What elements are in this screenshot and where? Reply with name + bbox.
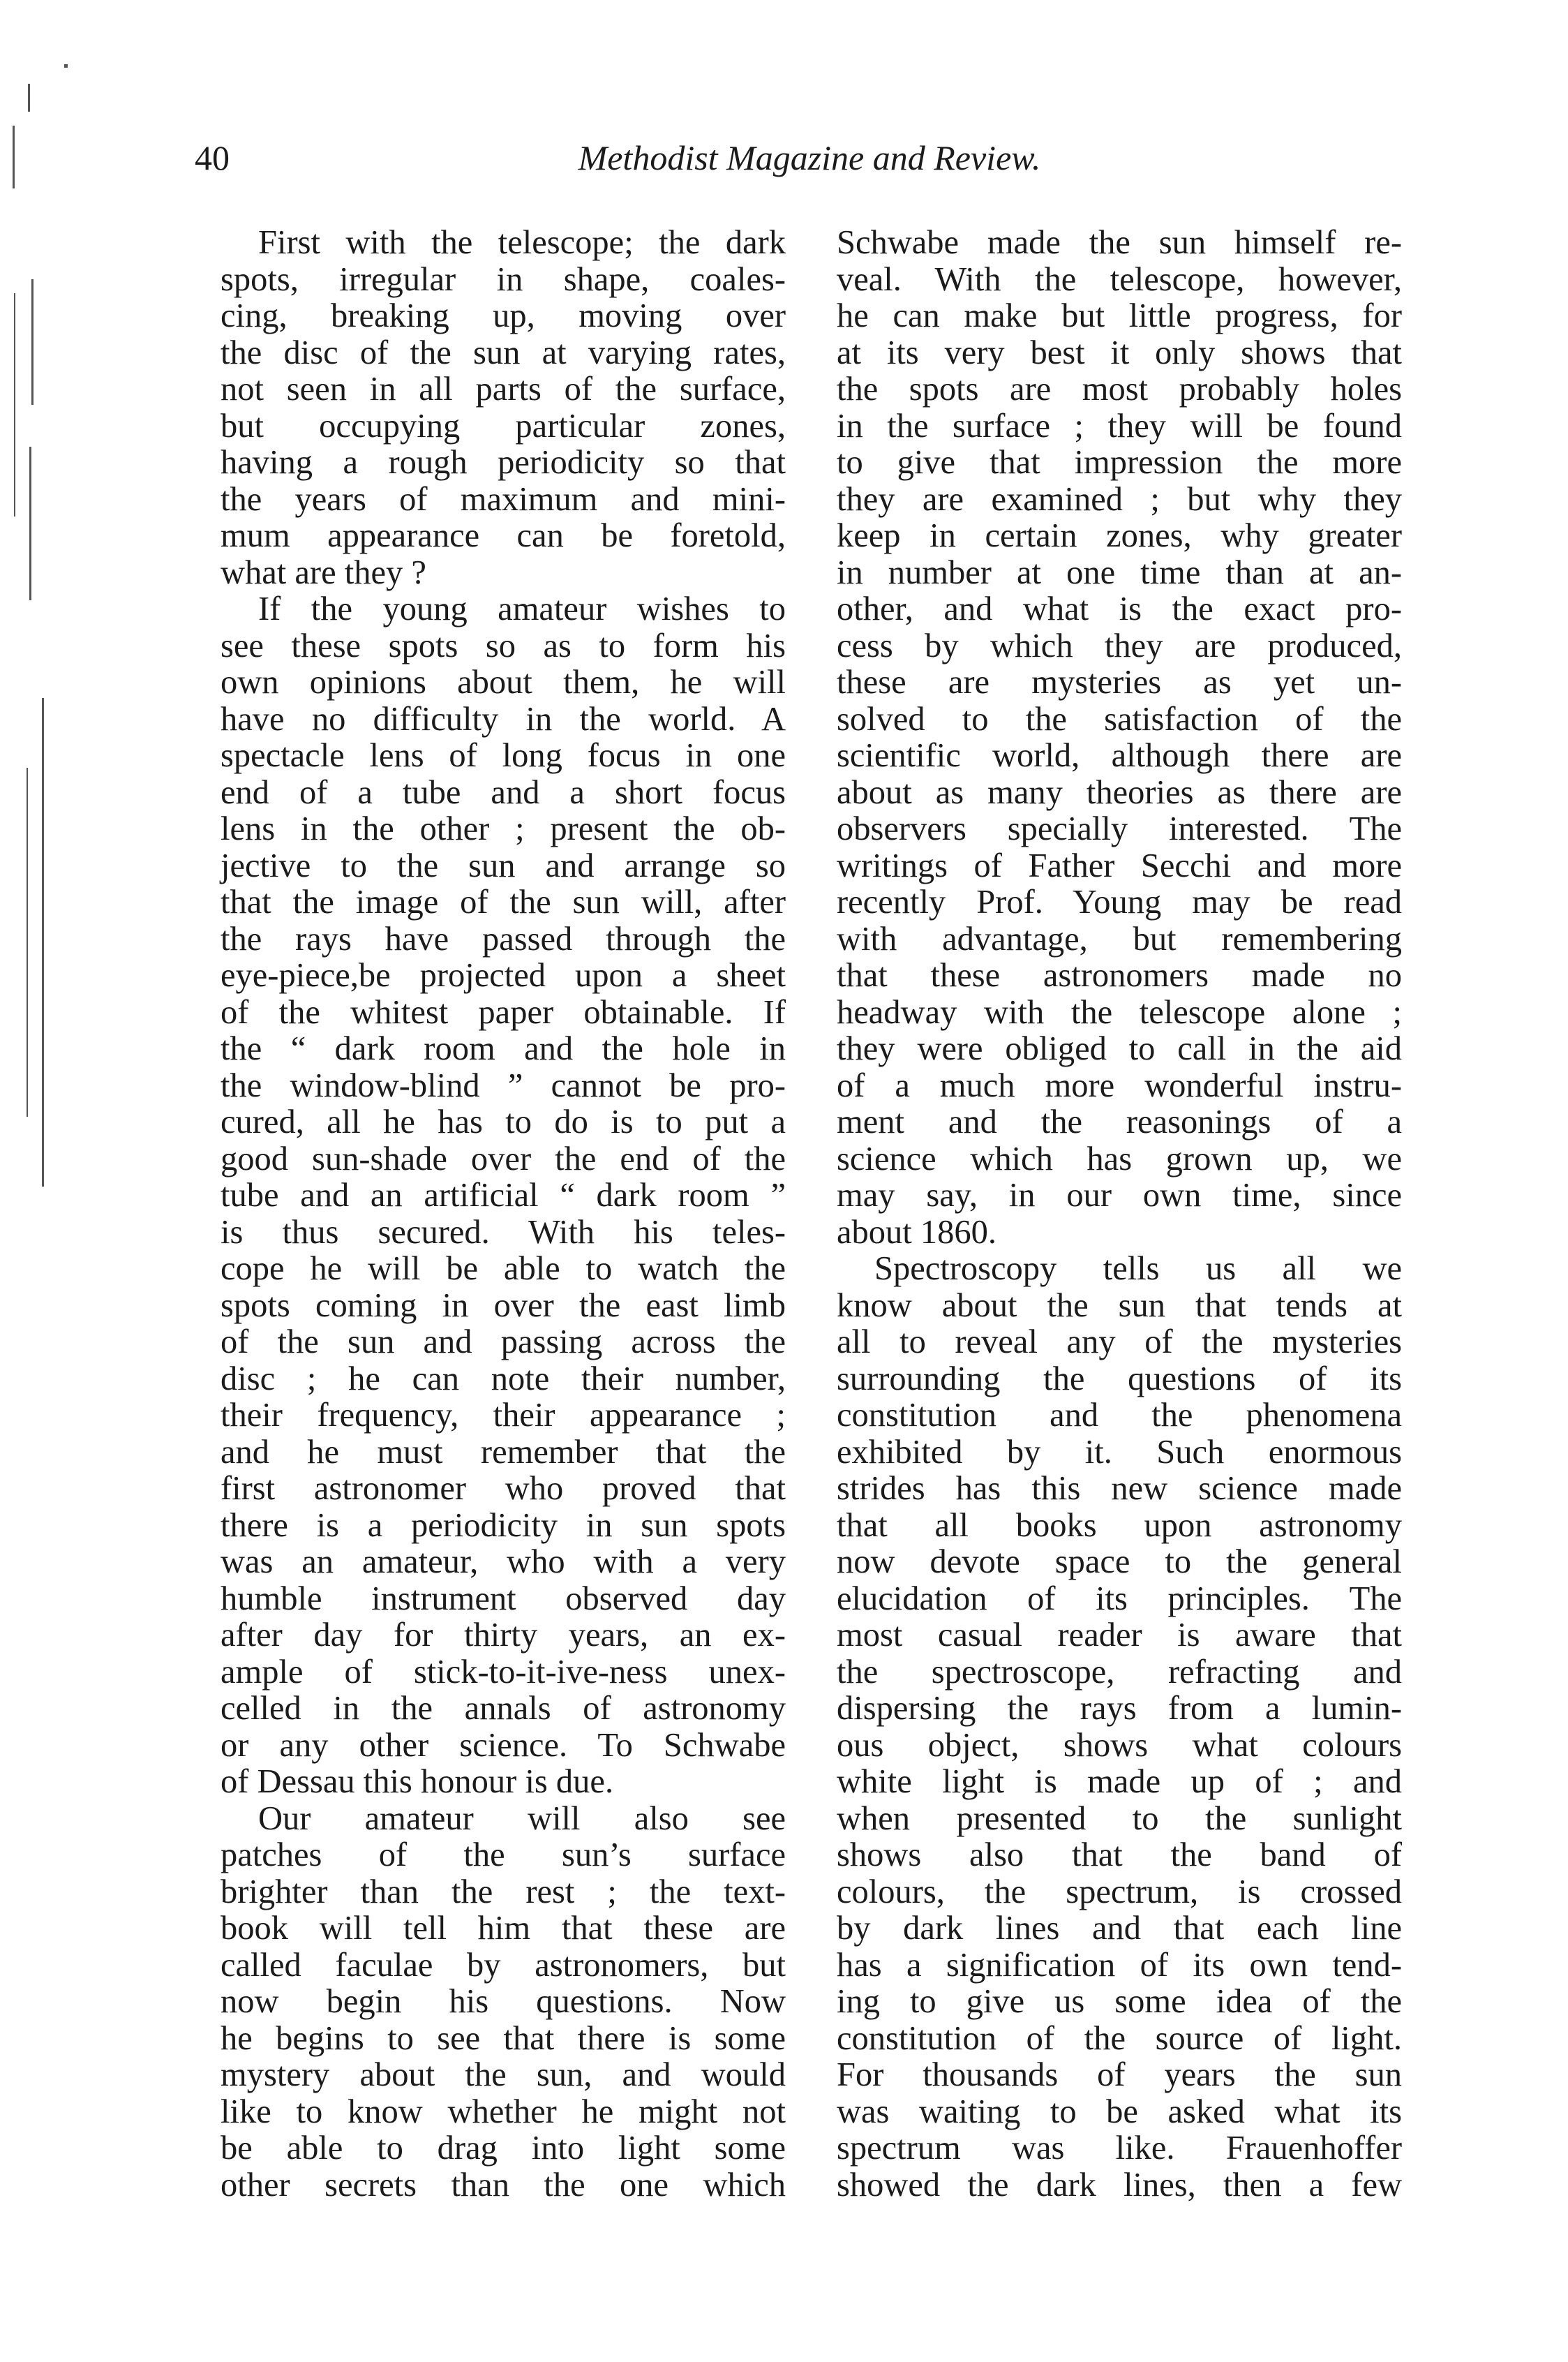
text-line: was an amateur, who with a very [221, 1543, 786, 1580]
text-line: spots, irregular in shape, coales- [221, 260, 786, 298]
text-line: not seen in all parts of the surface, [221, 371, 786, 408]
text-line: about 1860. [837, 1213, 997, 1251]
text-line: If the young amateur wishes to [258, 590, 786, 627]
text-line: be able to drag into light some [221, 2130, 786, 2167]
text-line: that the image of the sun will, after [221, 884, 786, 921]
text-line: and he must remember that the [221, 1433, 786, 1471]
text-line: constitution of the source of light. [837, 2019, 1402, 2057]
text-line: own opinions about them, he will [221, 664, 786, 701]
text-line: dispersing the rays from a lumin- [837, 1690, 1402, 1727]
text-line: cess by which they are produced, [837, 627, 1402, 664]
text-line: most casual reader is aware that [837, 1617, 1402, 1654]
text-line: cope he will be able to watch the [221, 1250, 786, 1287]
text-line: having a rough periodicity so that [221, 444, 786, 481]
text-line: mum appearance can be foretold, [221, 517, 786, 554]
text-line: patches of the sun’s surface [221, 1836, 786, 1873]
text-line: mystery about the sun, and would [221, 2056, 786, 2093]
text-line: strides has this new science made [837, 1470, 1402, 1507]
text-line: now begin his questions. Now [221, 1983, 786, 2020]
text-line: showed the dark lines, then a few [837, 2166, 1402, 2204]
text-line: science which has grown up, we [837, 1140, 1402, 1178]
text-line: writings of Father Secchi and more [837, 847, 1402, 884]
text-line: ment and the reasonings of a [837, 1104, 1402, 1141]
text-line: first astronomer who proved that [221, 1470, 786, 1507]
text-line: the window-blind ” cannot be pro- [221, 1067, 786, 1104]
text-line: First with the telescope; the dark [258, 224, 786, 261]
text-line: cing, breaking up, moving over [221, 297, 786, 334]
text-line: colours, the spectrum, is crossed [837, 1873, 1402, 1910]
text-line: recently Prof. Young may be read [837, 884, 1402, 921]
text-line: what are they ? [221, 554, 426, 591]
text-line: observers specially interested. The [837, 810, 1402, 847]
text-line: in the surface ; they will be found [837, 407, 1402, 445]
text-line: the spectroscope, refracting and [837, 1653, 1402, 1691]
text-line: humble instrument observed day [221, 1580, 786, 1617]
right-column [837, 225, 1402, 2204]
text-line: they were obliged to call in the aid [837, 1030, 1402, 1067]
text-line: called faculae by astronomers, but [221, 1946, 786, 1984]
text-line: the years of maximum and mini- [221, 480, 786, 518]
text-line: surrounding the questions of its [837, 1360, 1402, 1397]
text-line: has a signification of its own tend- [837, 1946, 1402, 1984]
text-line: shows also that the band of [837, 1836, 1402, 1873]
text-line: veal. With the telescope, however, [837, 260, 1402, 298]
text-line: when presented to the sunlight [837, 1799, 1402, 1837]
text-line: end of a tube and a short focus [221, 773, 786, 811]
text-line: there is a periodicity in sun spots [221, 1506, 786, 1544]
text-line: now devote space to the general [837, 1543, 1402, 1580]
text-line: scientific world, although there are [837, 737, 1402, 774]
text-line: of a much more wonderful instru- [837, 1067, 1402, 1104]
text-line: their frequency, their appearance ; [221, 1397, 786, 1434]
text-line: cured, all he has to do is to put a [221, 1104, 786, 1141]
text-line: jective to the sun and arrange so [221, 847, 786, 884]
text-line: eye-piece,be projected upon a sheet [221, 957, 786, 994]
text-line: see these spots so as to form his [221, 627, 786, 664]
text-line: celled in the annals of astronomy [221, 1690, 786, 1727]
text-line: may say, in our own time, since [837, 1177, 1402, 1214]
text-line: but occupying particular zones, [221, 407, 786, 445]
running-title: Methodist Magazine and Review. [578, 138, 1041, 177]
text-line: Spectroscopy tells us all we [874, 1250, 1402, 1287]
text-line: spectrum was like. Frauenhoffer [837, 2130, 1402, 2167]
text-line: is thus secured. With his teles- [221, 1213, 786, 1251]
text-line: he begins to see that there is some [221, 2019, 786, 2057]
text-line: white light is made up of ; and [837, 1763, 1402, 1800]
text-line: all to reveal any of the mysteries [837, 1323, 1402, 1360]
text-line: tube and an artificial “ dark room ” [221, 1177, 786, 1214]
text-line: disc ; he can note their number, [221, 1360, 786, 1397]
text-line: or any other science. To Schwabe [221, 1726, 786, 1764]
text-line: solved to the satisfaction of the [837, 700, 1402, 738]
text-line: ous object, shows what colours [837, 1726, 1402, 1764]
scan-margin-artifacts [0, 0, 77, 1396]
text-line: brighter than the rest ; the text- [221, 1873, 786, 1910]
text-line: Schwabe made the sun himself re- [837, 224, 1402, 261]
left-column [221, 225, 786, 2204]
text-line: of the sun and passing across the [221, 1323, 786, 1360]
text-line: like to know whether he might not [221, 2093, 786, 2130]
text-line: good sun-shade over the end of the [221, 1140, 786, 1178]
page-number: 40 [195, 138, 230, 177]
text-line: in number at one time than at an- [837, 554, 1402, 591]
text-line: For thousands of years the sun [837, 2056, 1402, 2093]
text-line: other, and what is the exact pro- [837, 590, 1402, 627]
text-line: of Dessau this honour is due. [221, 1763, 614, 1800]
text-line: the disc of the sun at varying rates, [221, 334, 786, 371]
text-line: after day for thirty years, an ex- [221, 1617, 786, 1654]
text-line: ing to give us some idea of the [837, 1983, 1402, 2020]
text-line: of the whitest paper obtainable. If [221, 993, 786, 1031]
text-line: spectacle lens of long focus in one [221, 737, 786, 774]
text-line: he can make but little progress, for [837, 297, 1402, 334]
text-line: Our amateur will also see [258, 1799, 786, 1837]
text-line: have no difficulty in the world. A [221, 700, 786, 738]
text-line: know about the sun that tends at [837, 1286, 1402, 1324]
text-line: spots coming in over the east limb [221, 1286, 786, 1324]
text-line: exhibited by it. Such enormous [837, 1433, 1402, 1471]
text-line: headway with the telescope alone ; [837, 993, 1402, 1031]
text-line: to give that impression the more [837, 444, 1402, 481]
text-line: keep in certain zones, why greater [837, 517, 1402, 554]
text-line: elucidation of its principles. The [837, 1580, 1402, 1617]
text-line: with advantage, but remembering [837, 920, 1402, 958]
text-line: that these astronomers made no [837, 957, 1402, 994]
text-line: book will tell him that these are [221, 1910, 786, 1947]
text-line: the spots are most probably holes [837, 371, 1402, 408]
text-line: the rays have passed through the [221, 920, 786, 958]
text-line: constitution and the phenomena [837, 1397, 1402, 1434]
text-line: about as many theories as there are [837, 773, 1402, 811]
text-line: by dark lines and that each line [837, 1910, 1402, 1947]
text-line: the “ dark room and the hole in [221, 1030, 786, 1067]
text-line: they are examined ; but why they [837, 480, 1402, 518]
text-line: lens in the other ; present the ob- [221, 810, 786, 847]
text-line: at its very best it only shows that [837, 334, 1402, 371]
text-line: was waiting to be asked what its [837, 2093, 1402, 2130]
text-line: ample of stick-to-it-ive-ness unex- [221, 1653, 786, 1691]
text-line: that all books upon astronomy [837, 1506, 1402, 1544]
text-line: other secrets than the one which [221, 2166, 786, 2204]
text-line: these are mysteries as yet un- [837, 664, 1402, 701]
